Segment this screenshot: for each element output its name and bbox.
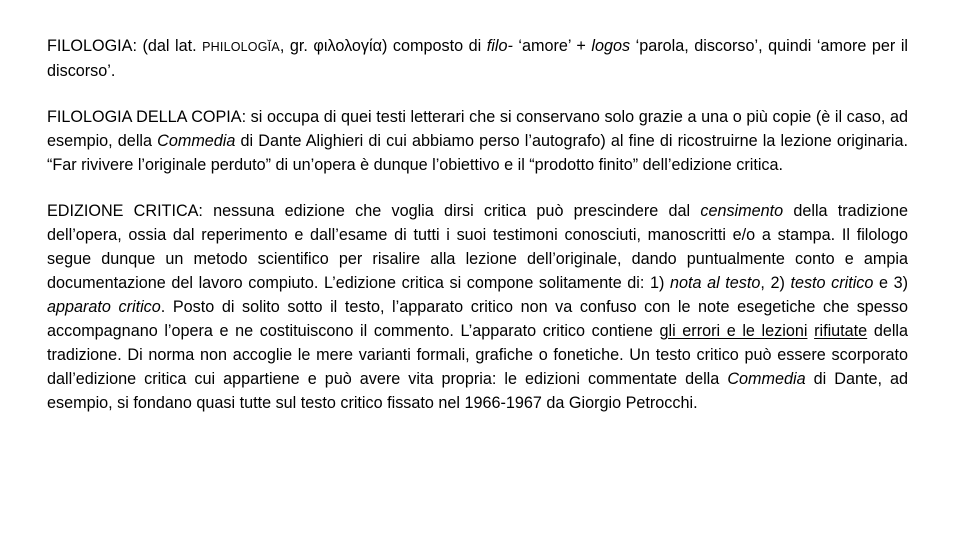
text: e 3)	[873, 274, 908, 292]
text: di Dante Alighieri di cui abbiamo perso l’autografo) al fine di ricostruirne la lezione originaria. “Far rivivere l’originale perduto” di un’opera è dunque l’obiettivo e il “prodotto finito” dell’edizione critica.	[47, 132, 908, 174]
paragraph-filologia-della-copia	[47, 105, 908, 177]
text: , gr. φιλολογία) composto di	[279, 37, 487, 55]
latin-term: PHILOLOGĬA	[202, 40, 280, 54]
text: della tradizione. Di norma non accoglie le mere varianti formali, grafiche o fonetiche. Un testo critico può essere scorporato dall’edizione critica cui appartiene e può avere vita propria: le edizioni commentate della	[47, 322, 909, 388]
underlined-term: rifiutate	[814, 322, 868, 340]
italic-term: nota al testo	[669, 274, 761, 292]
italic-title: Commedia	[157, 132, 236, 150]
text: FILOLOGIA: (dal lat.	[47, 37, 203, 55]
text: della tradizione dell’opera, ossia dal reperimento e dall’esame di tutti i suoi testimoni conosciuti, manoscritti e/o a stampa. Il filologo segue dunque un metodo scientifico per risalire alla lezione dell’originale, dando puntualmente conto e ampia documentazione del lavoro compiuto. L’edizione critica si compone solitamente di: 1)	[47, 202, 908, 292]
paragraph-filologia	[47, 34, 908, 83]
underlined-term: gli errori e le lezioni	[659, 322, 808, 340]
italic-title: Commedia	[727, 370, 806, 388]
italic-term: censimento	[700, 202, 784, 220]
text: , 2)	[760, 274, 791, 292]
text: ‘amore’ +	[512, 37, 592, 55]
paragraph-edizione-critica	[47, 199, 908, 415]
italic-term: filo-	[486, 37, 513, 55]
italic-term: testo critico	[790, 274, 874, 292]
text: EDIZIONE CRITICA: nessuna edizione che voglia dirsi critica può prescindere dal	[47, 202, 701, 220]
text: di Dante, ad esempio, si fondano quasi tutte sul testo critico fissato nel 1966-1967 da Giorgio Petrocchi.	[47, 370, 909, 412]
text: ‘parola, discorso’, quindi ‘amore per il discorso’.	[47, 37, 909, 80]
italic-term: logos	[591, 37, 631, 55]
text: . Posto di solito sotto il testo, l’apparato critico non va confuso con le note esegetiche che spesso accompagnano l’opera e ne costituiscono il commento. L’apparato critico contiene	[47, 298, 908, 340]
italic-term: apparato critico	[47, 298, 161, 316]
text: FILOLOGIA DELLA COPIA: si occupa di quei testi letterari che si conservano solo grazie a una o più copie (è il caso, ad esempio, della	[47, 108, 908, 150]
